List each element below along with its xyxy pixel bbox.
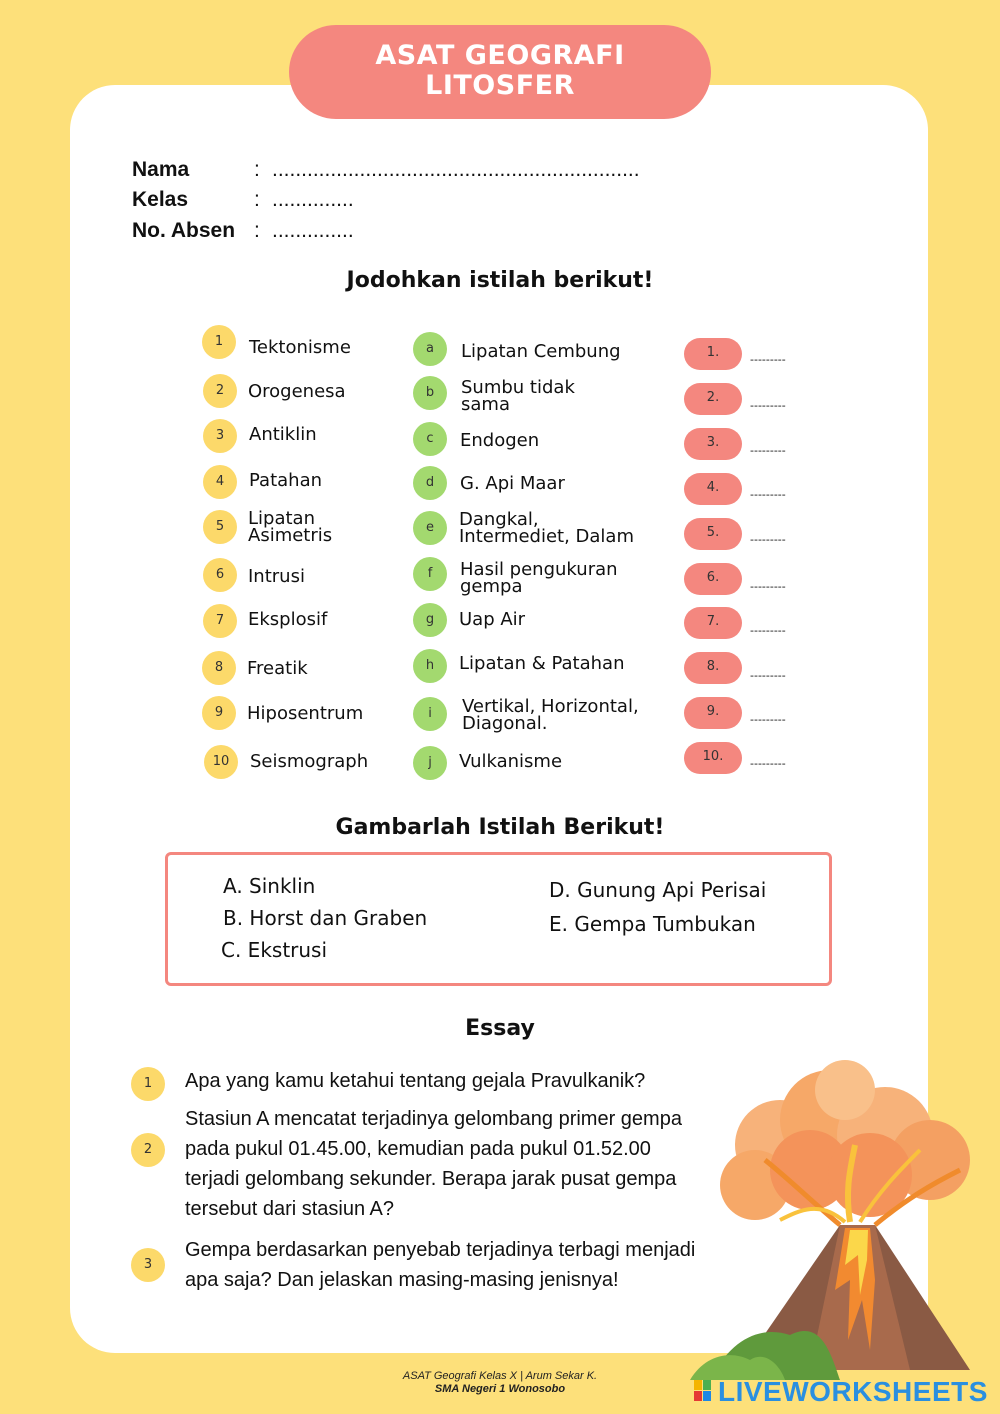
- right-letter: j: [413, 746, 447, 780]
- answer-label: 10.: [684, 742, 742, 774]
- liveworksheets-logo-icon: [694, 1380, 712, 1402]
- right-letter: a: [413, 332, 447, 366]
- drawing-heading: Gambarlah Istilah Berikut!: [335, 815, 665, 840]
- left-term: Intrusi: [248, 566, 305, 587]
- left-number: 8: [202, 651, 236, 685]
- volcano-illustration: [670, 1050, 1000, 1380]
- identity-absen: [132, 219, 354, 243]
- identity-class: [132, 188, 354, 212]
- right-term: Uap Air: [459, 609, 526, 630]
- left-term: Patahan: [249, 470, 323, 491]
- answer-label: 1.: [684, 338, 742, 370]
- title-line-2: LITOSFER: [425, 70, 575, 101]
- left-term: Antiklin: [249, 424, 317, 445]
- answer-blank[interactable]: ---------: [750, 624, 786, 637]
- answer-blank[interactable]: ---------: [750, 399, 786, 412]
- left-number: 6: [203, 558, 237, 592]
- answer-label: 6.: [684, 563, 742, 595]
- answer-label: 8.: [684, 652, 742, 684]
- answer-label: 7.: [684, 607, 742, 639]
- right-letter: d: [413, 466, 447, 500]
- left-number: 4: [203, 465, 237, 499]
- answer-blank[interactable]: ---------: [750, 353, 786, 366]
- right-letter: f: [413, 557, 447, 591]
- answer-blank[interactable]: ---------: [750, 488, 786, 501]
- left-term: Lipatan Asimetris: [248, 508, 333, 546]
- matching-heading: Jodohkan istilah berikut!: [346, 268, 654, 293]
- answer-blank[interactable]: ---------: [750, 757, 786, 770]
- identity-colon: :: [254, 158, 260, 181]
- identity-label: No. Absen: [132, 219, 236, 242]
- answer-label: 2.: [684, 383, 742, 415]
- essay-heading: Essay: [465, 1016, 535, 1041]
- drawing-item: A. Sinklin: [223, 874, 316, 898]
- right-letter: i: [413, 697, 447, 731]
- answer-label: 3.: [684, 428, 742, 460]
- left-number: 5: [203, 510, 237, 544]
- right-term: Dangkal, Intermediet, Dalam: [459, 509, 634, 547]
- essay-question: Stasiun A mencatat terjadinya gelombang primer gempa pada pukul 01.45.00, kemudian pada pukul 01.52.00 terjadi gelombang sekunder. Berapa jarak pusat gempa tersebut dari stasiun A?: [185, 1108, 682, 1220]
- title-banner: [289, 25, 711, 119]
- identity-name: [132, 158, 640, 182]
- right-term: G. Api Maar: [460, 473, 565, 494]
- right-letter: h: [413, 649, 447, 683]
- left-number: 3: [203, 419, 237, 453]
- left-term: Orogenesa: [248, 381, 346, 402]
- drawing-item: B. Horst dan Graben: [223, 906, 428, 930]
- title-line-1: ASAT GEOGRAFI: [375, 40, 625, 71]
- essay-number: 1: [131, 1067, 165, 1101]
- right-term: Lipatan Cembung: [461, 341, 621, 362]
- right-letter: c: [413, 422, 447, 456]
- answer-blank[interactable]: ---------: [750, 533, 786, 546]
- right-term: Lipatan & Patahan: [459, 653, 625, 674]
- identity-blank[interactable]: ...............................................................: [272, 158, 640, 181]
- identity-blank[interactable]: ..............: [272, 219, 354, 242]
- left-term: Freatik: [247, 658, 308, 679]
- identity-colon: :: [254, 188, 260, 211]
- right-term: Sumbu tidak sama: [461, 377, 575, 415]
- right-term: Vertikal, Horizontal, Diagonal.: [462, 696, 639, 734]
- essay-question: Gempa berdasarkan penyebab terjadinya terbagi menjadi apa saja? Dan jelaskan masing-masing jenisnya!: [185, 1239, 696, 1291]
- answer-label: 5.: [684, 518, 742, 550]
- left-number: 1: [202, 325, 236, 359]
- essay-number: 3: [131, 1248, 165, 1282]
- footer-school: SMA Negeri 1 Wonosobo: [434, 1383, 566, 1395]
- right-term: Endogen: [460, 430, 540, 451]
- identity-label: Nama: [132, 158, 190, 181]
- essay-question: Apa yang kamu ketahui tentang gejala Pravulkanik?: [185, 1070, 646, 1092]
- left-number: 10: [204, 745, 238, 779]
- answer-blank[interactable]: ---------: [750, 580, 786, 593]
- left-number: 2: [203, 374, 237, 408]
- answer-blank[interactable]: ---------: [750, 713, 786, 726]
- answer-label: 4.: [684, 473, 742, 505]
- right-letter: g: [413, 603, 447, 637]
- right-term: Vulkanisme: [459, 751, 563, 772]
- brand-watermark[interactable]: LIVEWORKSHEETS: [718, 1376, 988, 1407]
- answer-blank[interactable]: ---------: [750, 669, 786, 682]
- identity-blank[interactable]: ..............: [272, 188, 354, 211]
- left-term: Tektonisme: [249, 337, 351, 358]
- right-letter: b: [413, 376, 447, 410]
- answer-blank[interactable]: ---------: [750, 444, 786, 457]
- left-term: Hiposentrum: [247, 703, 364, 724]
- left-term: Seismograph: [250, 751, 369, 772]
- drawing-item: D. Gunung Api Perisai: [549, 878, 767, 902]
- answer-label: 9.: [684, 697, 742, 729]
- identity-colon: :: [254, 219, 260, 242]
- drawing-item: E. Gempa Tumbukan: [549, 912, 756, 936]
- right-term: Hasil pengukuran gempa: [460, 559, 618, 597]
- left-number: 9: [202, 696, 236, 730]
- right-letter: e: [413, 511, 447, 545]
- essay-number: 2: [131, 1133, 165, 1167]
- drawing-item: C. Ekstrusi: [221, 938, 328, 962]
- left-term: Eksplosif: [248, 609, 328, 630]
- left-number: 7: [203, 604, 237, 638]
- identity-label: Kelas: [132, 188, 189, 211]
- footer-author: ASAT Geografi Kelas X | Arum Sekar K.: [402, 1370, 598, 1382]
